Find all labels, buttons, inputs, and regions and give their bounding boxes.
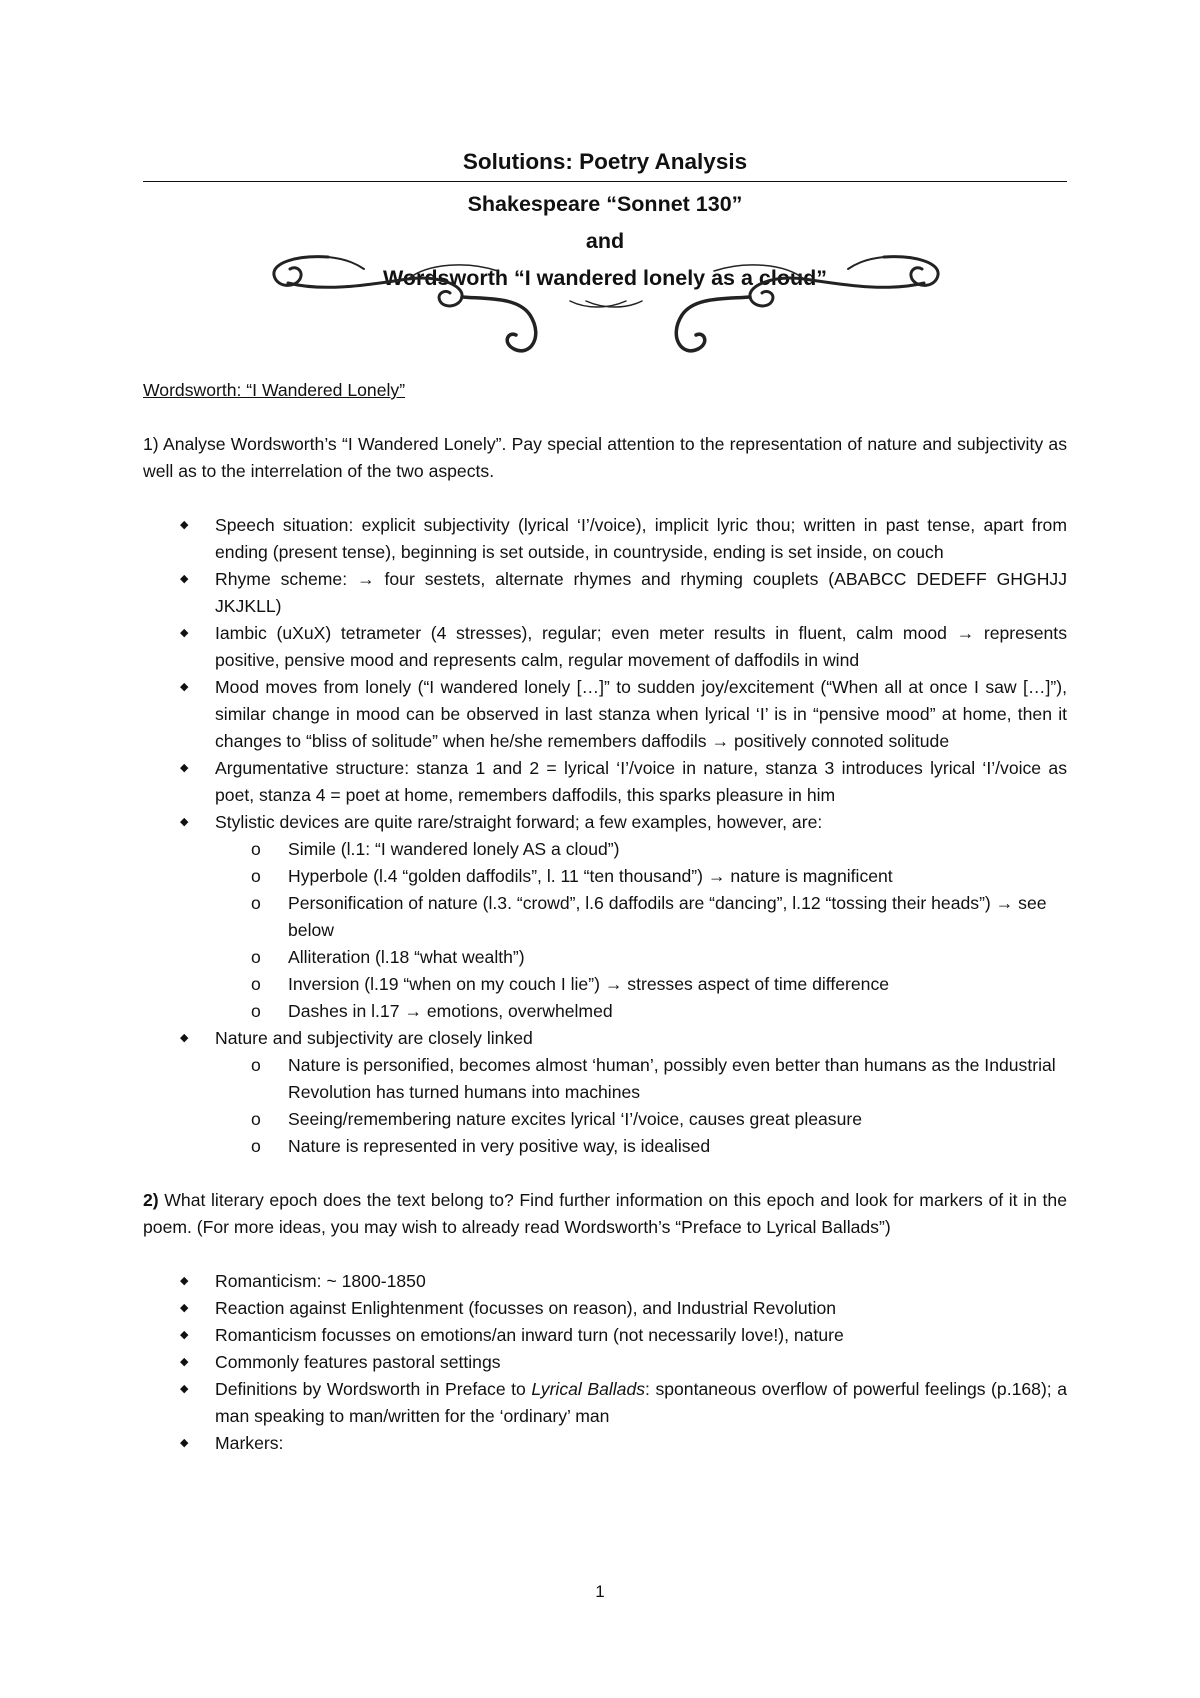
- section-heading: Wordsworth: “I Wandered Lonely”: [143, 380, 406, 400]
- q1-bullet-list: [143, 512, 1067, 1160]
- sub-list-item: o Inversion (l.19 “when on my couch I lie”) → stresses aspect of time difference: [143, 971, 1067, 998]
- list-item: ◆ Speech situation: explicit subjectivity (lyrical ‘I’/voice), implicit lyric thou; written in past tense, apart from ending (present tense), beginning is set outside, in countryside, ending is set inside, on couch: [143, 512, 1067, 566]
- diamond-bullet-icon: ◆: [180, 1356, 189, 1368]
- sub-list-item: o Simile (l.1: “I wandered lonely AS a cloud”): [143, 836, 1067, 863]
- book-title-lyrical-ballads: Lyrical Ballads: [531, 1379, 646, 1399]
- diamond-bullet-icon: ◆: [180, 519, 189, 531]
- question-2-text: What literary epoch does the text belong to? Find further information on this epoch and look for markers of it in the poem. (For more ideas, you may wish to already read Wordsworth’s “Preface to Lyrical Ballads”): [143, 1190, 1067, 1237]
- diamond-bullet-icon: ◆: [180, 1383, 189, 1395]
- sub-list-item: o Seeing/remembering nature excites lyrical ‘I’/voice, causes great pleasure: [143, 1106, 1067, 1133]
- sub-list-item: o Hyperbole (l.4 “golden daffodils”, l. 11 “ten thousand”) → nature is magnificent: [143, 863, 1067, 890]
- sub-list-item: o Dashes in l.17 → emotions, overwhelmed: [143, 998, 1067, 1025]
- circle-bullet-icon: o: [251, 947, 261, 967]
- question-1-number: 1): [143, 434, 159, 454]
- title-underline: [143, 181, 1067, 182]
- circle-bullet-icon: o: [251, 893, 261, 913]
- sub-list-item: o Alliteration (l.18 “what wealth”): [143, 944, 1067, 971]
- circle-bullet-icon: o: [251, 1109, 261, 1129]
- circle-bullet-icon: o: [251, 974, 261, 994]
- page-number: 1: [595, 1582, 605, 1601]
- diamond-bullet-icon: ◆: [180, 573, 189, 585]
- diamond-bullet-icon: ◆: [180, 627, 189, 639]
- circle-bullet-icon: o: [251, 1055, 261, 1075]
- list-item: ◆ Romanticism: ~ 1800-1850: [143, 1268, 1067, 1295]
- title-line-and: and: [585, 229, 625, 253]
- list-item: ◆ Mood moves from lonely (“I wandered lonely […]” to sudden joy/excitement (“When all at once I saw […]”), similar change in mood can be observed in last stanza when lyrical ‘I’ is in “pensive mood” at home, then it changes to “bliss of solitude” when he/she remembers daffodils → positively connoted solitude: [143, 674, 1067, 755]
- diamond-bullet-icon: ◆: [180, 1302, 189, 1314]
- sub-list-item: o Nature is personified, becomes almost ‘human’, possibly even better than humans as the Industrial Revolution has turned humans into machines: [143, 1052, 1067, 1106]
- list-item: ◆ Rhyme scheme: → four sestets, alternate rhymes and rhyming couplets (ABABCC DEDEFF GHGHJJ JKJKLL): [143, 566, 1067, 620]
- list-item: ◆ Definitions by Wordsworth in Preface to Lyrical Ballads: spontaneous overflow of powerful feelings (p.168); a man speaking to man/written for the ‘ordinary’ man: [143, 1376, 1067, 1430]
- document-body: [143, 377, 1067, 1457]
- stylistic-devices-sublist: [215, 836, 1067, 1025]
- title-line-wordsworth: Wordsworth “I wandered lonely as a cloud”: [382, 266, 827, 290]
- list-item: ◆ Markers:: [143, 1430, 1067, 1457]
- sub-list-item: o Nature is represented in very positive way, is idealised: [143, 1133, 1067, 1160]
- question-1-text: Analyse Wordsworth’s “I Wandered Lonely”. Pay special attention to the representation of nature and subjectivity as well as to the interrelation of the two aspects.: [143, 434, 1067, 481]
- nature-subjectivity-sublist: [215, 1052, 1067, 1160]
- circle-bullet-icon: o: [251, 866, 261, 886]
- decorative-flourish-ornament: [268, 253, 944, 363]
- question-2-number: 2): [143, 1190, 159, 1210]
- list-item: ◆ Commonly features pastoral settings: [143, 1349, 1067, 1376]
- list-item: ◆ Romanticism focusses on emotions/an inward turn (not necessarily love!), nature: [143, 1322, 1067, 1349]
- diamond-bullet-icon: ◆: [180, 1275, 189, 1287]
- list-item: ◆ Stylistic devices are quite rare/straight forward; a few examples, however, are: o Simile (l.1: “I wandered lonely AS a cloud”) o Hyperbole (l.4 “golden daffodils”, l. 11 “ten thousand”) → nature is magnificent o Personification of nature (l.3. “crowd”, l.6 daffodils are “dancing”, l.12 “tossing their heads”) → see below o Alliteration (l.18 “what wealth”) o Inversion (l.19 “when on my couch I lie”) → stresses aspect of time difference o Dashes in l.17 → emotions, overwhelmed: [143, 809, 1067, 1025]
- diamond-bullet-icon: ◆: [180, 1437, 189, 1449]
- title-line-shakespeare: Shakespeare “Sonnet 130”: [467, 192, 743, 216]
- diamond-bullet-icon: ◆: [180, 681, 189, 693]
- diamond-bullet-icon: ◆: [180, 762, 189, 774]
- question-1: [143, 431, 1067, 485]
- diamond-bullet-icon: ◆: [180, 1032, 189, 1044]
- list-item: ◆ Iambic (uXuX) tetrameter (4 stresses), regular; even meter results in fluent, calm mood → represents positive, pensive mood and represents calm, regular movement of daffodils in wind: [143, 620, 1067, 674]
- list-item: ◆ Reaction against Enlightenment (focusses on reason), and Industrial Revolution: [143, 1295, 1067, 1322]
- sub-list-item: o Personification of nature (l.3. “crowd”, l.6 daffodils are “dancing”, l.12 “tossing their heads”) → see below: [143, 890, 1067, 944]
- document-title: Solutions: Poetry Analysis: [462, 149, 748, 174]
- q2-bullet-list: [143, 1268, 1067, 1457]
- circle-bullet-icon: o: [251, 1136, 261, 1156]
- list-item: ◆ Argumentative structure: stanza 1 and 2 = lyrical ‘I’/voice in nature, stanza 3 introduces lyrical ‘I’/voice as poet, stanza 4 = poet at home, remembers daffodils, this sparks pleasure in him: [143, 755, 1067, 809]
- circle-bullet-icon: o: [251, 1001, 261, 1021]
- question-2: [143, 1187, 1067, 1241]
- circle-bullet-icon: o: [251, 839, 261, 859]
- diamond-bullet-icon: ◆: [180, 1329, 189, 1341]
- diamond-bullet-icon: ◆: [180, 816, 189, 828]
- list-item: ◆ Nature and subjectivity are closely linked o Nature is personified, becomes almost ‘human’, possibly even better than humans as the Industrial Revolution has turned humans into machines o Seeing/remembering nature excites lyrical ‘I’/voice, causes great pleasure o Nature is represented in very positive way, is idealised: [143, 1025, 1067, 1160]
